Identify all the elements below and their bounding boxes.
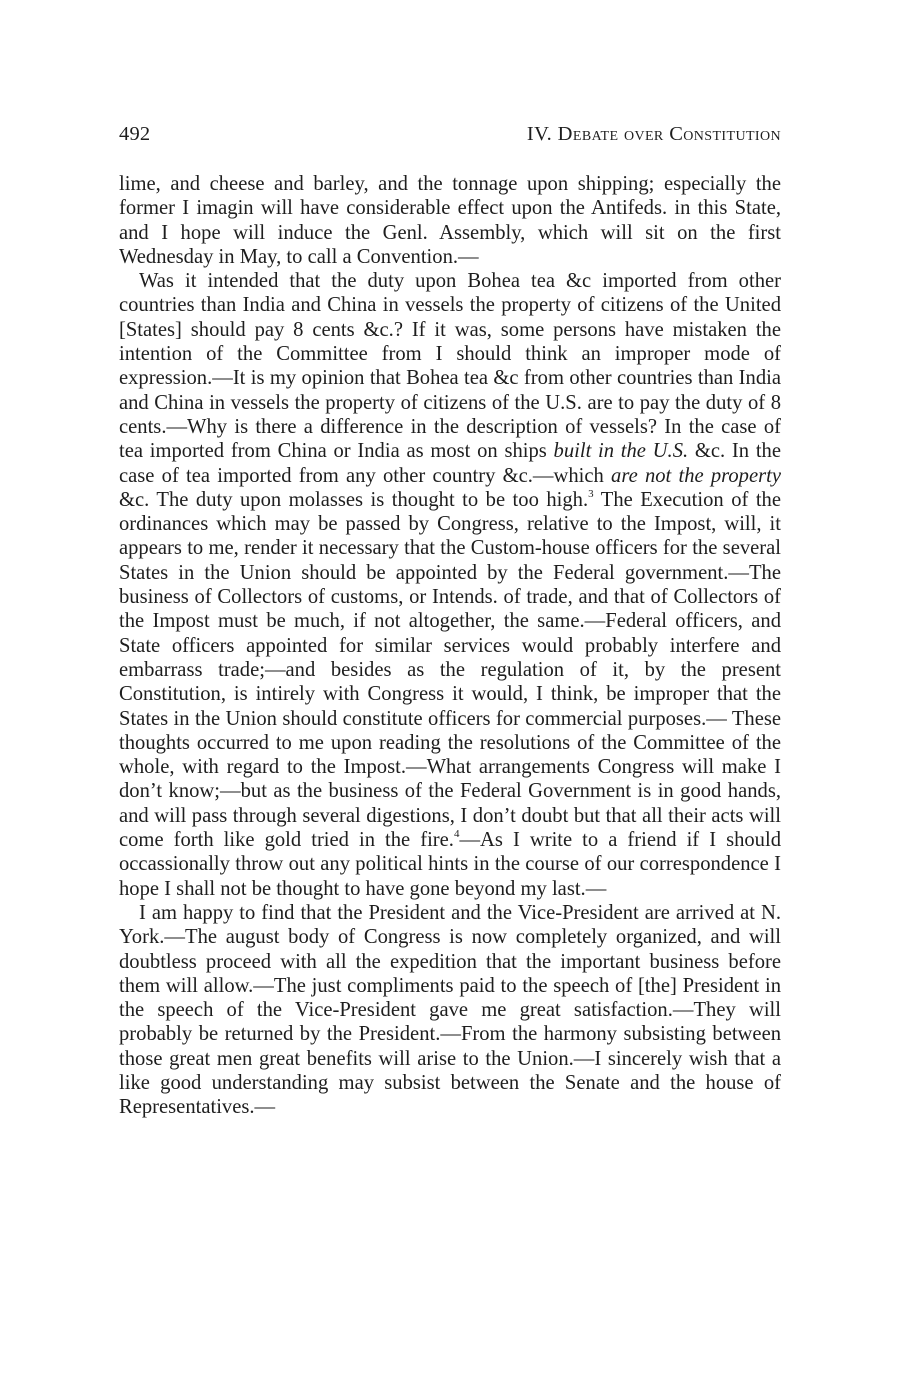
body-text: [119, 172, 781, 1120]
text-run: &c. The duty upon molasses is thought to be too high.: [119, 488, 589, 511]
page-number: 492: [119, 123, 151, 145]
running-title: IV. Debate over Constitution: [526, 123, 781, 145]
paragraph-1: [119, 172, 781, 269]
text-run: Was it intended that the duty upon Bohea tea &c imported from other countries than India and China in vessels the property of citizens of the United [States] should pay 8 cents &c.? If it was, some persons have mistaken the intention of the Committee from I should think an improper mode of expression.—It is my opinion that Bohea tea &c from other countries than India and China in vessels the property of citizens of the U.S. are to pay the duty of 8 cents.—Why is there a difference in the description of vessels? In the case of tea imported from China or India as most on ships: [119, 270, 781, 463]
text-run: lime, and cheese and barley, and the tonnage upon shipping; especially the former I imagin will have considerable effect upon the Antifeds. in this State, and I hope will induce the Genl. Assembly, which will sit on the first Wednesday in May, to call a Convention.—: [119, 173, 781, 268]
footnote-ref-4[interactable]: 4: [453, 828, 460, 841]
italic-phrase-not-property: are not the property: [611, 464, 781, 487]
paragraph-3: [119, 901, 781, 1120]
document-page: [119, 120, 781, 1120]
running-head: [119, 120, 781, 172]
italic-phrase-built-in-us: built in the U.S.: [553, 440, 689, 463]
text-run: —As I write to a friend if I should occassionally throw out any political hints in the course of our correspondence I hope I shall not be thought to have gone beyond my last.—: [119, 829, 782, 900]
text-run: &c. In the case of tea imported from any other country &c.—which: [119, 440, 781, 487]
paragraph-2: [119, 269, 781, 901]
text-run: I am happy to find that the President and the Vice-President are arrived at N. York.—The august body of Congress is now completely organized, and will doubtless proceed with all the expedition that the important business before them will allow.—The just compliments paid to the speech of [the] President in the speech of the Vice-President gave me great satisfaction.—They will probably be returned by the President.—From the harmony subsisting between those great men great benefits will arise to the Union.—I sincerely wish that a like good understanding may subsist between the Senate and the house of Representatives.—: [119, 901, 781, 1119]
footnote-ref-3[interactable]: 3: [588, 488, 594, 500]
text-run: The Execution of the ordinances which may be passed by Congress, relative to the Impost, will, it appears to me, render it necessary that the Custom-house officers for the several States in the Union should be appointed by the Federal government.—The business of Collectors of customs, or Intends. of trade, and that of Collectors of the Impost must be much, if not altogether, the same.—Federal officers, and State officers appointed for similar services would probably interfere and embarrass trade;—and besides as the regulation of it, by the present Constitution, is intirely with Congress it would, I think, be improper that the States in the Union should constitute officers for commercial purposes.— These thoughts occurred to me upon reading the resolutions of the Committee of the whole, with regard to the Impost.—What arrangements Congress will make I don’t know;—but as the business of the Federal Government is in good hands, and will pass through several digestions, I don’t doubt but that all their acts will come forth like gold tried in the fire.: [119, 488, 781, 852]
